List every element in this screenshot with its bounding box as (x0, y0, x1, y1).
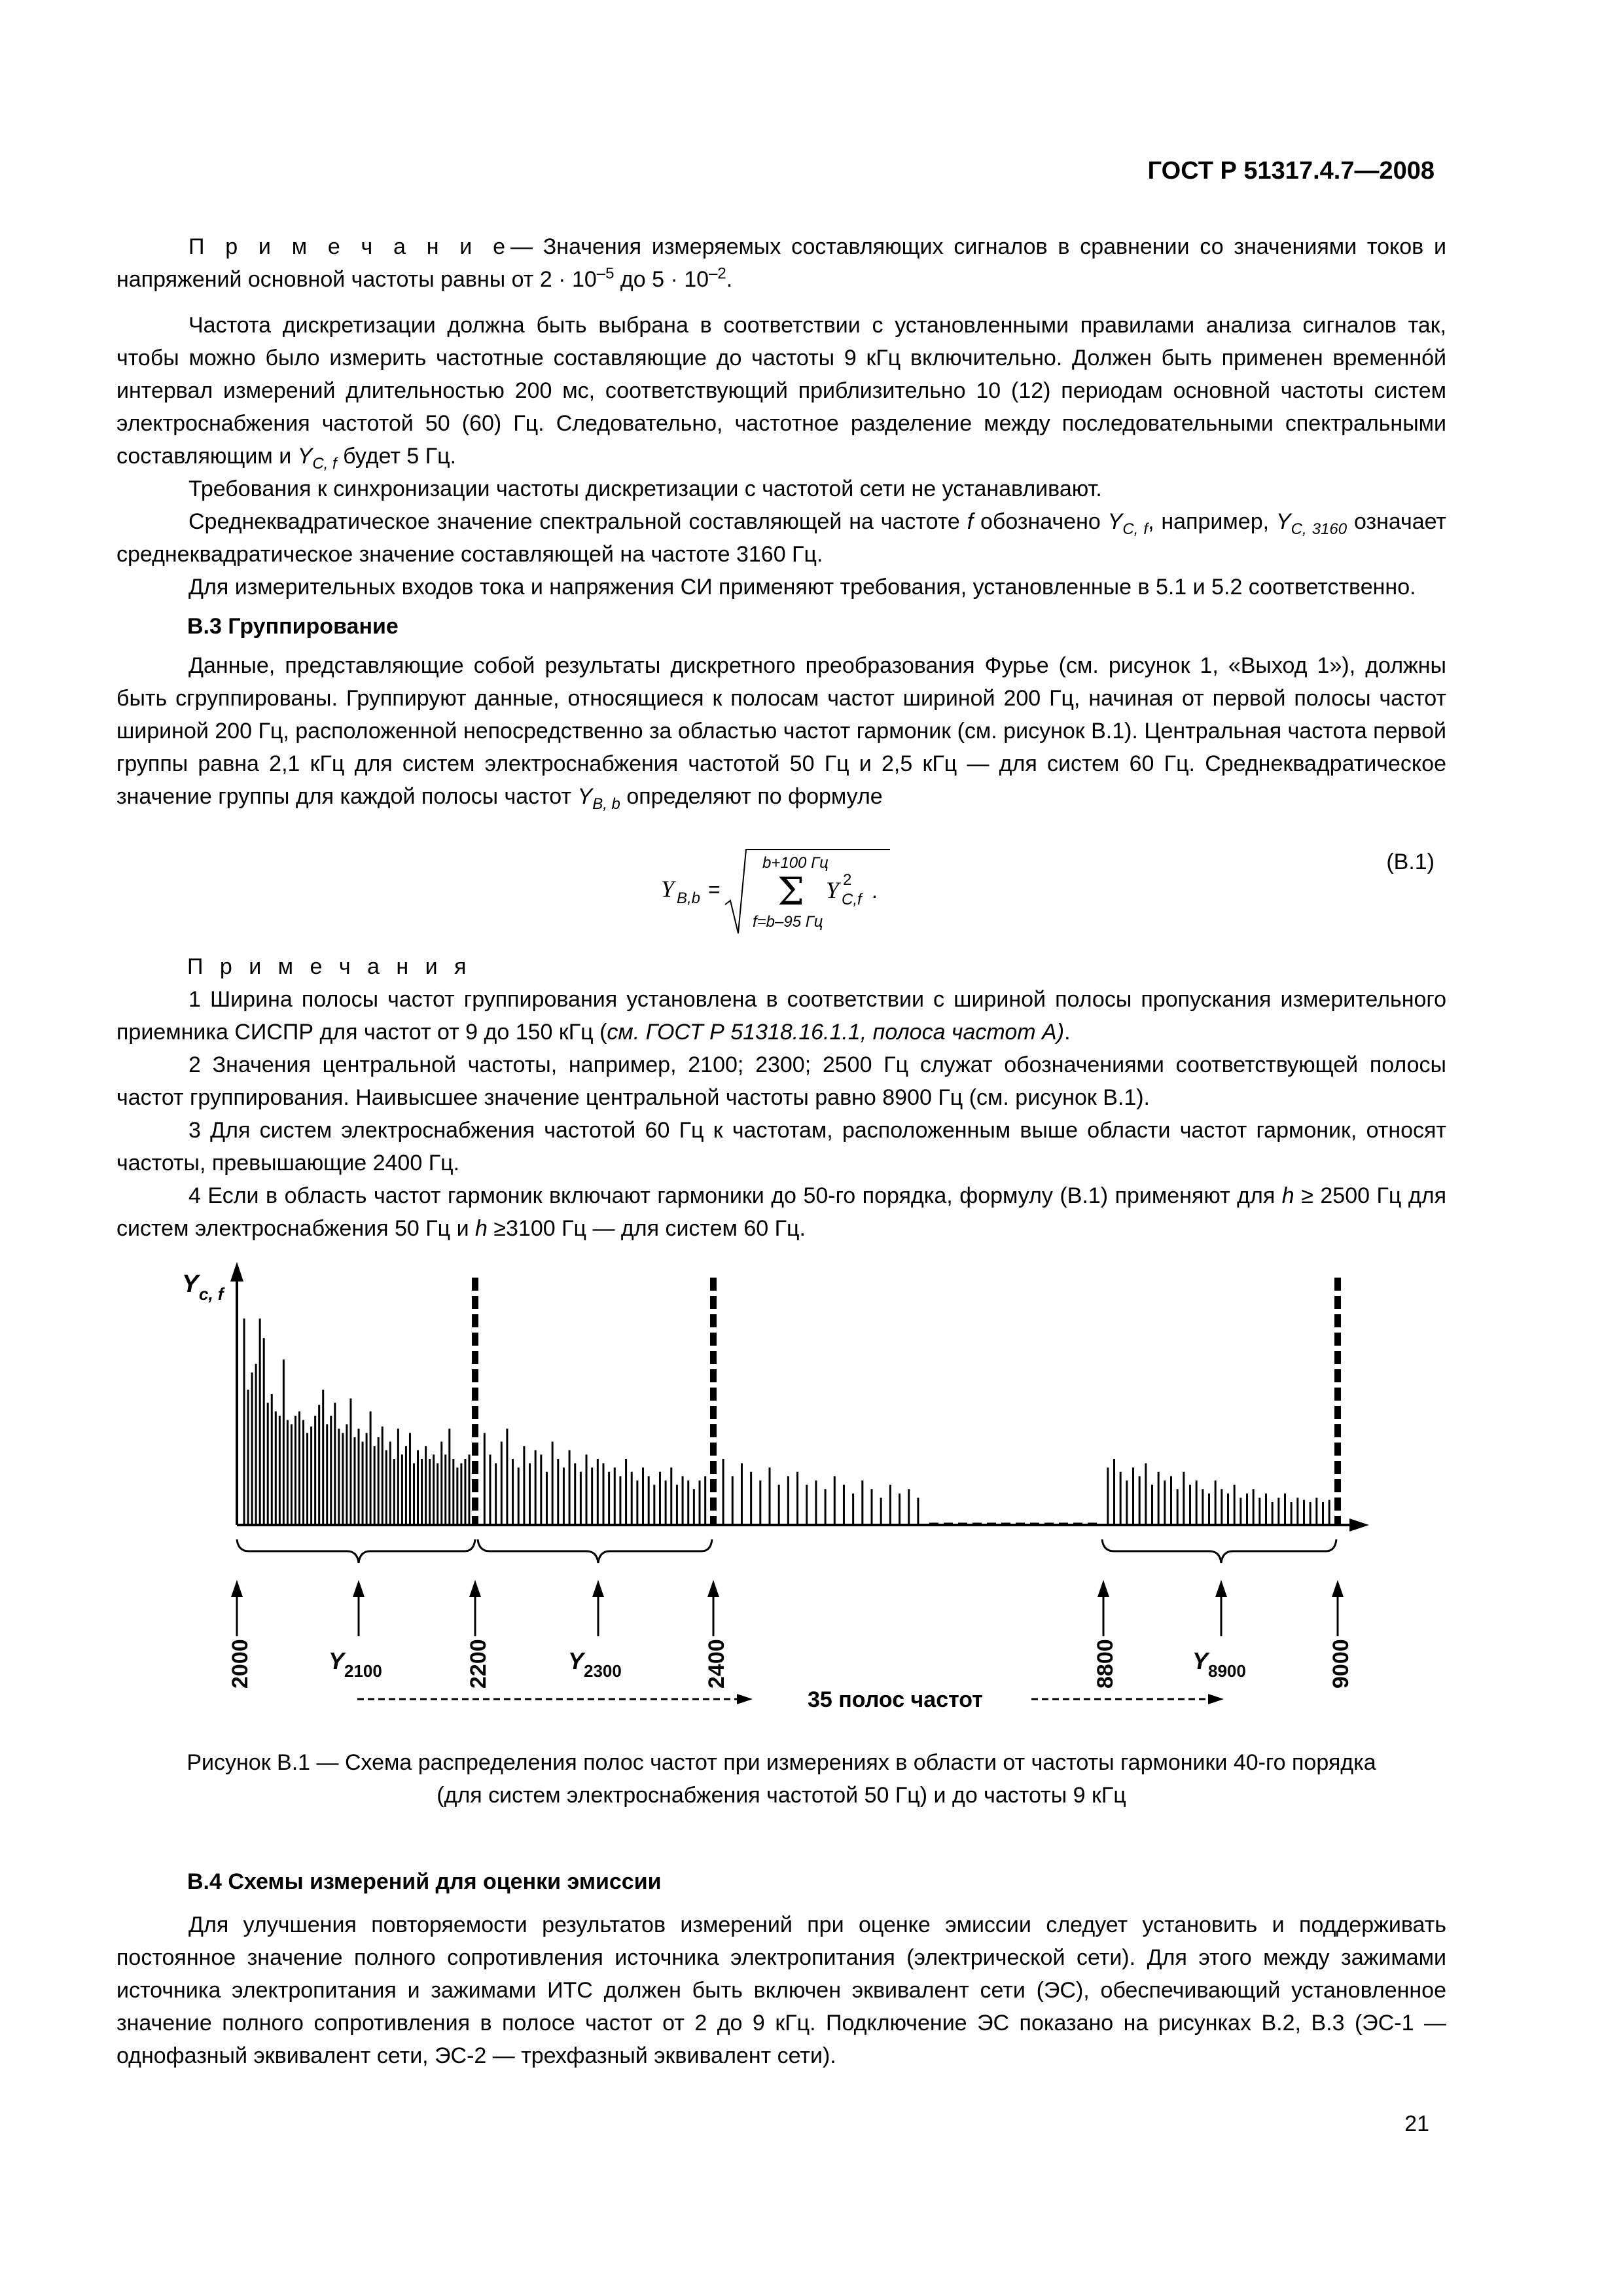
arrow-9000-head (1332, 1580, 1344, 1597)
para1-sym: Y (297, 444, 313, 469)
paragraph-inputs: Для измерительных входов тока и напряжения СИ применяют требования, установленные в 5.1 и 5.2 соответственно. (188, 575, 1416, 600)
bands-arrow-left (737, 1694, 753, 1704)
paragraph-sampling (116, 309, 1446, 473)
para3-c: , например, (1148, 509, 1276, 534)
caption-line2: (для систем электроснабжения частотой 50 Гц) и до частоты 9 кГц (437, 1783, 1126, 1808)
para5-end: определяют по формуле (620, 784, 883, 809)
arrow-y2300-head (592, 1580, 604, 1597)
para3-f: f (967, 509, 974, 534)
note4-c: ≥3100 Гц — для систем 60 Гц. (487, 1216, 806, 1241)
group-label-y2100-sub: 2100 (344, 1661, 382, 1681)
standard-header: ГОСТ Р 51317.4.7—2008 (1147, 157, 1435, 185)
band-dividers (475, 1278, 1338, 1526)
tick-label-9000: 9000 (1329, 1639, 1353, 1689)
note4-a: 4 Если в область частот гармоник включают гармоники до 50-го порядка, формулу (В.1) применяют для (188, 1183, 1282, 1208)
band-braces (237, 1539, 1336, 1563)
para1-text: Частота дискретизации должна быть выбрана в соответствии с установленными правилами анализа сигналов так, чтобы можно было измерить частотные составляющие до частоты 9 кГц включительно. Должен быть применен временнóй интервал измерений длительностью 200 мс, соответствующий приблизительно 10 (12) периодам основной частоты систем электроснабжения частотой 50 (60) Гц. Следовательно, частотное разделение между последовательными спектральными составляющим и (116, 313, 1446, 469)
arrow-2400-head (707, 1580, 719, 1597)
tick-label-8800: 8800 (1093, 1639, 1118, 1689)
note1-a: 1 Ширина полосы частот группирования установлена в соответствии с шириной полосы пропускания измерительного приемника СИСПР для частот от 9 до 150 кГц ( (116, 987, 1446, 1045)
page-number: 21 (1404, 2111, 1429, 2136)
para1-sub: C, f (312, 454, 337, 473)
paragraph-emission: Для улучшения повторяемости результатов измерений при оценке эмиссии следует установить и поддерживать постоянное значение полного сопротивления источника электропитания (электрической сети). Для этого между зажимами источника электропитания и зажимами ИТС должен быть включен эквивалент сети (ЭС), обеспечивающий установленное значение полного сопротивления в полосе частот от 2 до 9 кГц. Подключение ЭС показано на рисунках В.2, В.3 (ЭС-1 — однофазный эквивалент сети, ЭС-2 — трехфазный эквивалент сети). (116, 1912, 1446, 2068)
para3-sym: Y (1107, 509, 1123, 534)
notes-block (116, 950, 1446, 1245)
note4-h2: h (475, 1216, 488, 1241)
tick-label-2200: 2200 (466, 1639, 491, 1689)
sum-lower-limit: f=b–95 Гц (753, 913, 823, 931)
note4-b: ≥ 2500 Гц для систем электроснабжения 50 Гц и (116, 1183, 1446, 1241)
formula-term-sup: 2 (843, 871, 852, 889)
text-block-top (116, 230, 1446, 813)
tick-labels (228, 1639, 1353, 1689)
sum-sign: Σ (777, 869, 805, 914)
note-top (116, 230, 1446, 296)
para3-b: обозначено (973, 509, 1108, 534)
paragraph-rms (116, 505, 1446, 571)
figure-caption (116, 1746, 1446, 1812)
group-label-y8900: Y (1192, 1647, 1209, 1674)
para5-sym: Y (577, 784, 593, 809)
note-2: 2 Значения центральной частоты, например, 2100; 2300; 2500 Гц служат обозначениями соответствующей полосы частот группирования. Наивысшее значение центральной частоты равно 8900 Гц (см. рисунок В.1). (116, 1052, 1446, 1110)
formula-number: (B.1) (1386, 850, 1435, 874)
paragraph-sync: Требования к синхронизации частоты дискретизации с частотой сети не устанавливают. (188, 476, 1102, 501)
x-axis-arrow (1349, 1518, 1369, 1532)
arrow-y2100-head (353, 1580, 365, 1597)
note-3: 3 Для систем электроснабжения частотой 60 Гц к частотам, расположенным выше области частот гармоник, относят частоты, превышающие 2400 Гц. (116, 1118, 1446, 1175)
formula-term-sub: C,f (842, 891, 862, 908)
group-label-y2300-sub: 2300 (584, 1661, 622, 1681)
y-axis-label: Y (182, 1270, 199, 1298)
para5-text: Данные, представляющие собой результаты дискретного преобразования Фурье (см. рисунок 1, «Выход 1»), должны быть сгруппированы. Группируют данные, относящиеся к полосам частот шириной 200 Гц, начиная от первой полосы частот шириной 200 Гц, расположенной непосредственно за областью частот гармоник (см. рисунок В.1). Центральная частота первой группы равна 2,1 кГц для систем электроснабжения частотой 50 Гц и 2,5 кГц — для систем 60 Гц. Среднеквадратическое значение группы для каждой полосы частот (116, 653, 1446, 809)
y-axis-arrow (230, 1262, 243, 1282)
note1-i: см. ГОСТ Р 51318.16.1.1, полоса частот А) (607, 1020, 1065, 1045)
group-label-y8900-sub: 8900 (1208, 1661, 1246, 1681)
note4-h1: h (1281, 1183, 1294, 1208)
section-heading-b3: В.3 Группирование (187, 614, 399, 639)
brace-2200-2400 (478, 1539, 712, 1563)
tick-label-2400: 2400 (704, 1639, 729, 1689)
paragraph-grouping (116, 649, 1446, 813)
arrow-2000-head (231, 1580, 243, 1597)
para3-sym2: Y (1275, 509, 1291, 534)
para3-sub: C, f (1122, 520, 1149, 538)
para3-sub2: C, 3160 (1291, 520, 1347, 538)
group-label-y2100: Y (329, 1647, 345, 1674)
arrow-2200-head (469, 1580, 481, 1597)
figure-b1 (0, 1244, 1623, 1728)
sum-upper-limit: b+100 Гц (762, 854, 829, 872)
note-4 (116, 1179, 1446, 1245)
note-text: — Значения измеряемых составляющих сигналов в сравнении со значениями токов и напряжений основной частоты равны от 2 · 10 (116, 234, 1446, 292)
para5-sub: B, b (592, 795, 620, 813)
notes-label: П р и м е ч а н и я (187, 954, 472, 979)
arrow-8800-head (1097, 1580, 1109, 1597)
bands-count-label: 35 полос частот (808, 1687, 983, 1712)
formula-equals: = (708, 878, 721, 901)
bands-arrow-right (1208, 1694, 1224, 1704)
note-1 (116, 983, 1446, 1049)
para3-a: Среднеквадратическое значение спектральной составляющей на частоте (188, 509, 967, 534)
note-exp1: –5 (596, 264, 615, 283)
para3-d: означает среднеквадратическое значение составляющей на частоте 3160 Гц. (116, 509, 1446, 567)
section-heading-b4: В.4 Схемы измерений для оценки эмиссии (187, 1869, 662, 1894)
note1-b: . (1064, 1020, 1071, 1045)
formula-b1 (654, 844, 916, 942)
brace-8800-9000 (1102, 1539, 1336, 1563)
arrow-y8900-head (1215, 1580, 1227, 1597)
brace-2000-2200 (237, 1539, 475, 1563)
caption-line1: Рисунок В.1 — Схема распределения полос частот при измерениях в области от частоты гармоники 40-го порядка (187, 1750, 1376, 1775)
y-axis-label-sub: c, f (199, 1284, 224, 1304)
formula-dot: . (872, 879, 878, 903)
note-end: . (726, 267, 733, 292)
note-mid: до 5 · 10 (614, 267, 709, 292)
spectrum-bars (244, 1319, 1329, 1524)
para1-end: будет 5 Гц. (336, 444, 457, 469)
tick-label-2000: 2000 (228, 1639, 253, 1689)
group-label-y2300: Y (568, 1647, 584, 1674)
tick-arrows (231, 1580, 1344, 1636)
note-exp2: –2 (709, 264, 726, 283)
formula-lhs-sub: B,b (677, 889, 701, 907)
formula-lhs: Y (661, 876, 675, 902)
formula-term: Y (826, 877, 840, 903)
text-block-bottom (116, 1865, 1446, 2072)
note-label: П р и м е ч а н и е (188, 234, 510, 259)
